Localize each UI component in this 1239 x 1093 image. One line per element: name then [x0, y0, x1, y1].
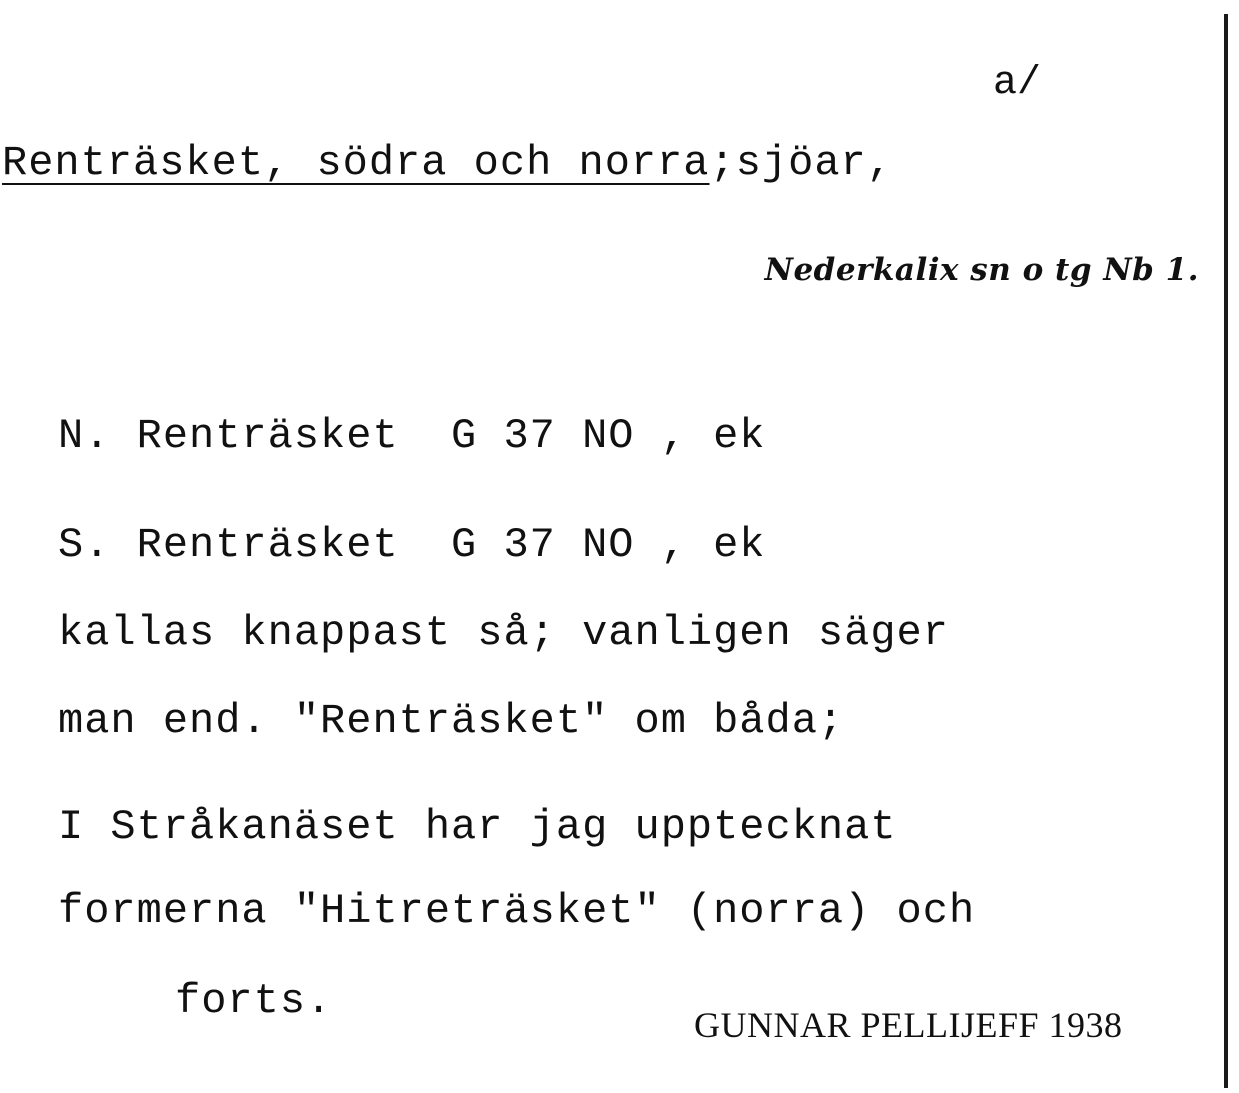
place-type: ;sjöar, [709, 139, 893, 187]
card-title [2, 139, 893, 187]
note-line: I Stråkanäset har jag upptecknat [58, 803, 897, 851]
note-line: man end. "Renträsket" om båda; [58, 697, 845, 745]
note-line: formerna "Hitreträsket" (norra) och [58, 887, 976, 935]
entry-line-north: N. Renträsket G 37 NO , ek [58, 412, 766, 460]
collector-signature: GUNNAR PELLIJEFF 1938 [694, 1005, 1123, 1045]
entry-line-south: S. Renträsket G 37 NO , ek [58, 521, 766, 569]
note-line: kallas knappast så; vanligen säger [58, 609, 949, 657]
parish-stamp: Nederkalix sn o tg Nb 1. [764, 252, 1199, 288]
card-edge-line [1224, 14, 1228, 1088]
continued-note: forts. [175, 977, 333, 1025]
place-name-heading: Renträsket, södra och norra [2, 139, 710, 187]
card-number: a/ [993, 61, 1042, 106]
